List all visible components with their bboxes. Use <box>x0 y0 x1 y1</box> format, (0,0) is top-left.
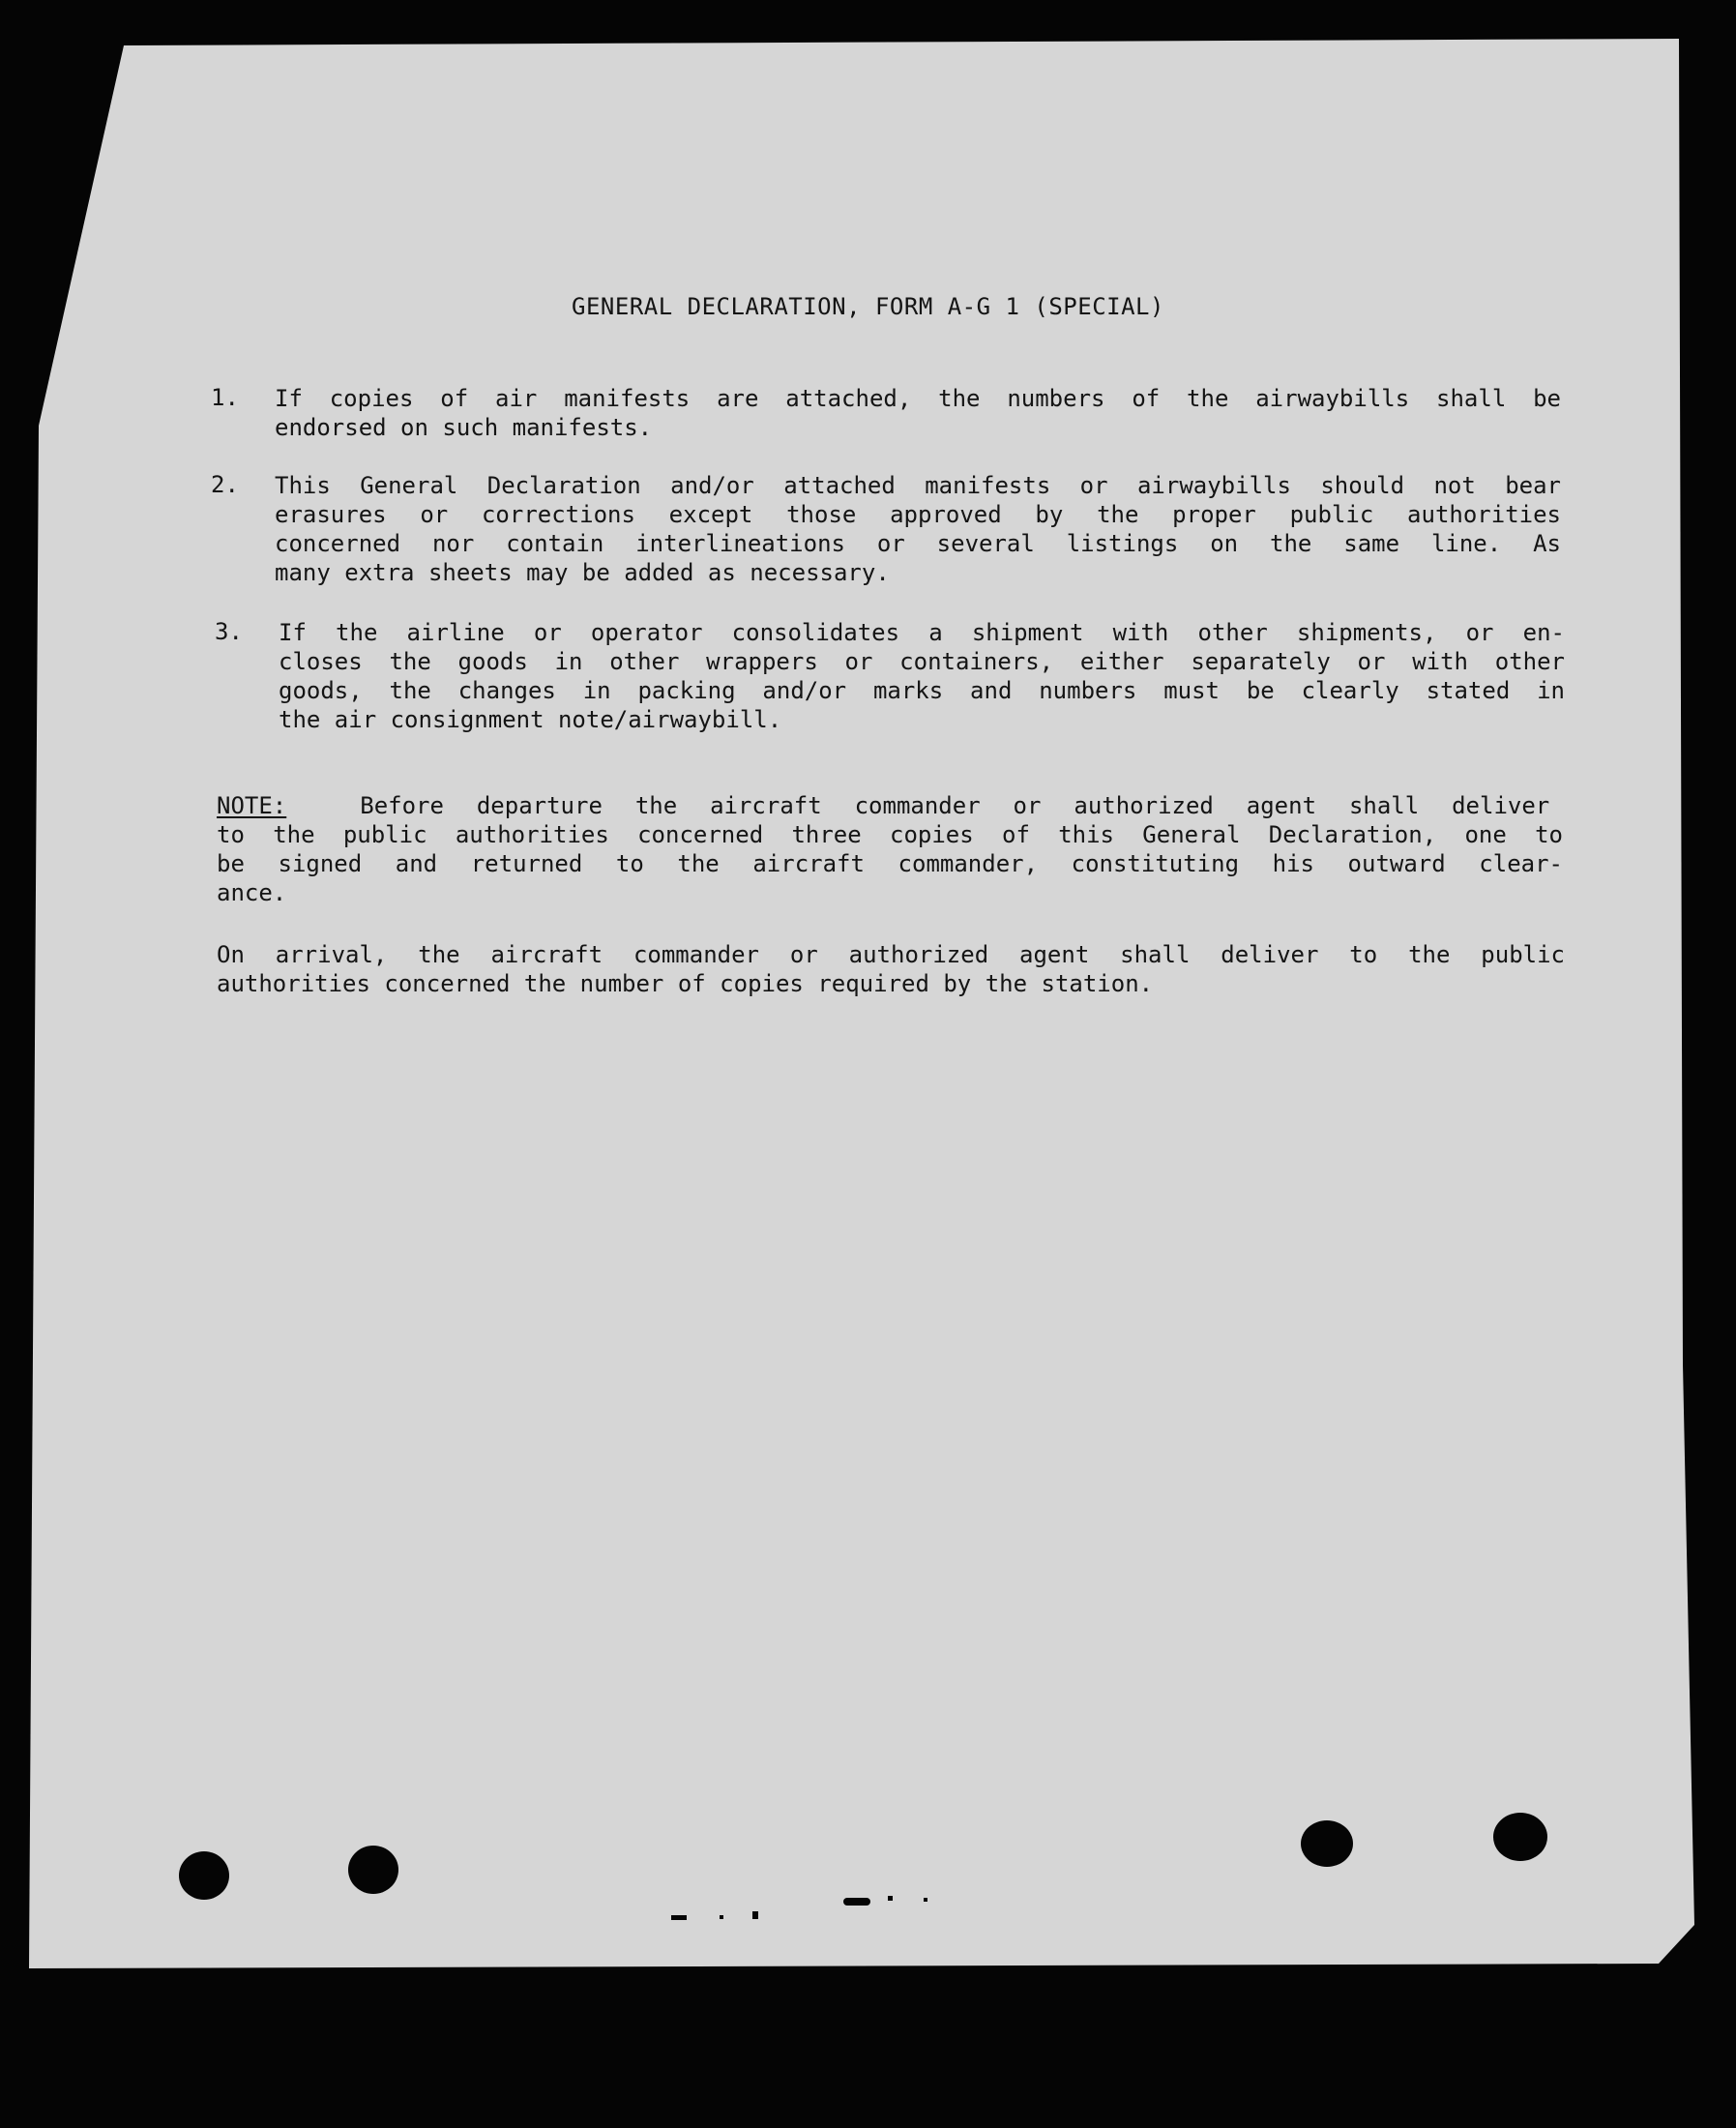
list-item-text <box>275 471 1561 587</box>
list-item-number: 1. <box>211 384 239 411</box>
note-label: NOTE: <box>217 792 287 819</box>
punch-hole-icon <box>1493 1813 1547 1861</box>
scan-speck <box>671 1915 687 1920</box>
list-item-number: 3. <box>215 618 243 645</box>
note-paragraph <box>217 791 1563 907</box>
note-first-line <box>217 791 1563 820</box>
text-line: endorsed on such manifests. <box>275 414 653 441</box>
text-line: Before departure the aircraft commander or authorized agent shall deliver <box>360 792 1550 819</box>
punch-hole-icon <box>348 1846 398 1894</box>
list-item-number: 2. <box>211 471 239 498</box>
punch-hole-icon <box>179 1851 229 1900</box>
text-line: to the public authorities concerned three copies of this General Declaration, one to <box>217 821 1563 848</box>
text-line: concerned nor contain interlineations or several listings on the same line. As <box>275 530 1561 557</box>
text-line: ance. <box>217 879 287 906</box>
text-line: On arrival, the aircraft commander or authorized agent shall deliver to the public <box>217 941 1565 968</box>
text-line: closes the goods in other wrappers or containers, either separately or with other <box>279 648 1565 675</box>
text-line: If copies of air manifests are attached, the numbers of the airwaybills shall be <box>275 385 1561 412</box>
scan-speck <box>720 1915 723 1919</box>
punch-hole-icon <box>1301 1820 1353 1867</box>
text-line: authorities concerned the number of copies required by the station. <box>217 970 1154 997</box>
text-line: erasures or corrections except those approved by the proper public authorities <box>275 501 1561 528</box>
list-item-text <box>279 618 1565 734</box>
scan-speck <box>752 1911 758 1919</box>
scan-speck <box>888 1896 893 1901</box>
text-line: the air consignment note/airwaybill. <box>279 706 782 733</box>
list-item-text <box>275 384 1561 442</box>
arrival-paragraph <box>217 940 1565 998</box>
document-title: GENERAL DECLARATION, FORM A-G 1 (SPECIAL) <box>572 293 1164 320</box>
text-line: many extra sheets may be added as necessary. <box>275 559 890 586</box>
scan-speck <box>843 1898 870 1906</box>
scan-speck <box>924 1898 927 1902</box>
text-line: If the airline or operator consolidates a shipment with other shipments, or en- <box>279 619 1565 646</box>
text-line: be signed and returned to the aircraft commander, constituting his outward clear- <box>217 850 1563 877</box>
text-line: goods, the changes in packing and/or marks and numbers must be clearly stated in <box>279 677 1565 704</box>
text-line: This General Declaration and/or attached manifests or airwaybills should not bear <box>275 472 1561 499</box>
